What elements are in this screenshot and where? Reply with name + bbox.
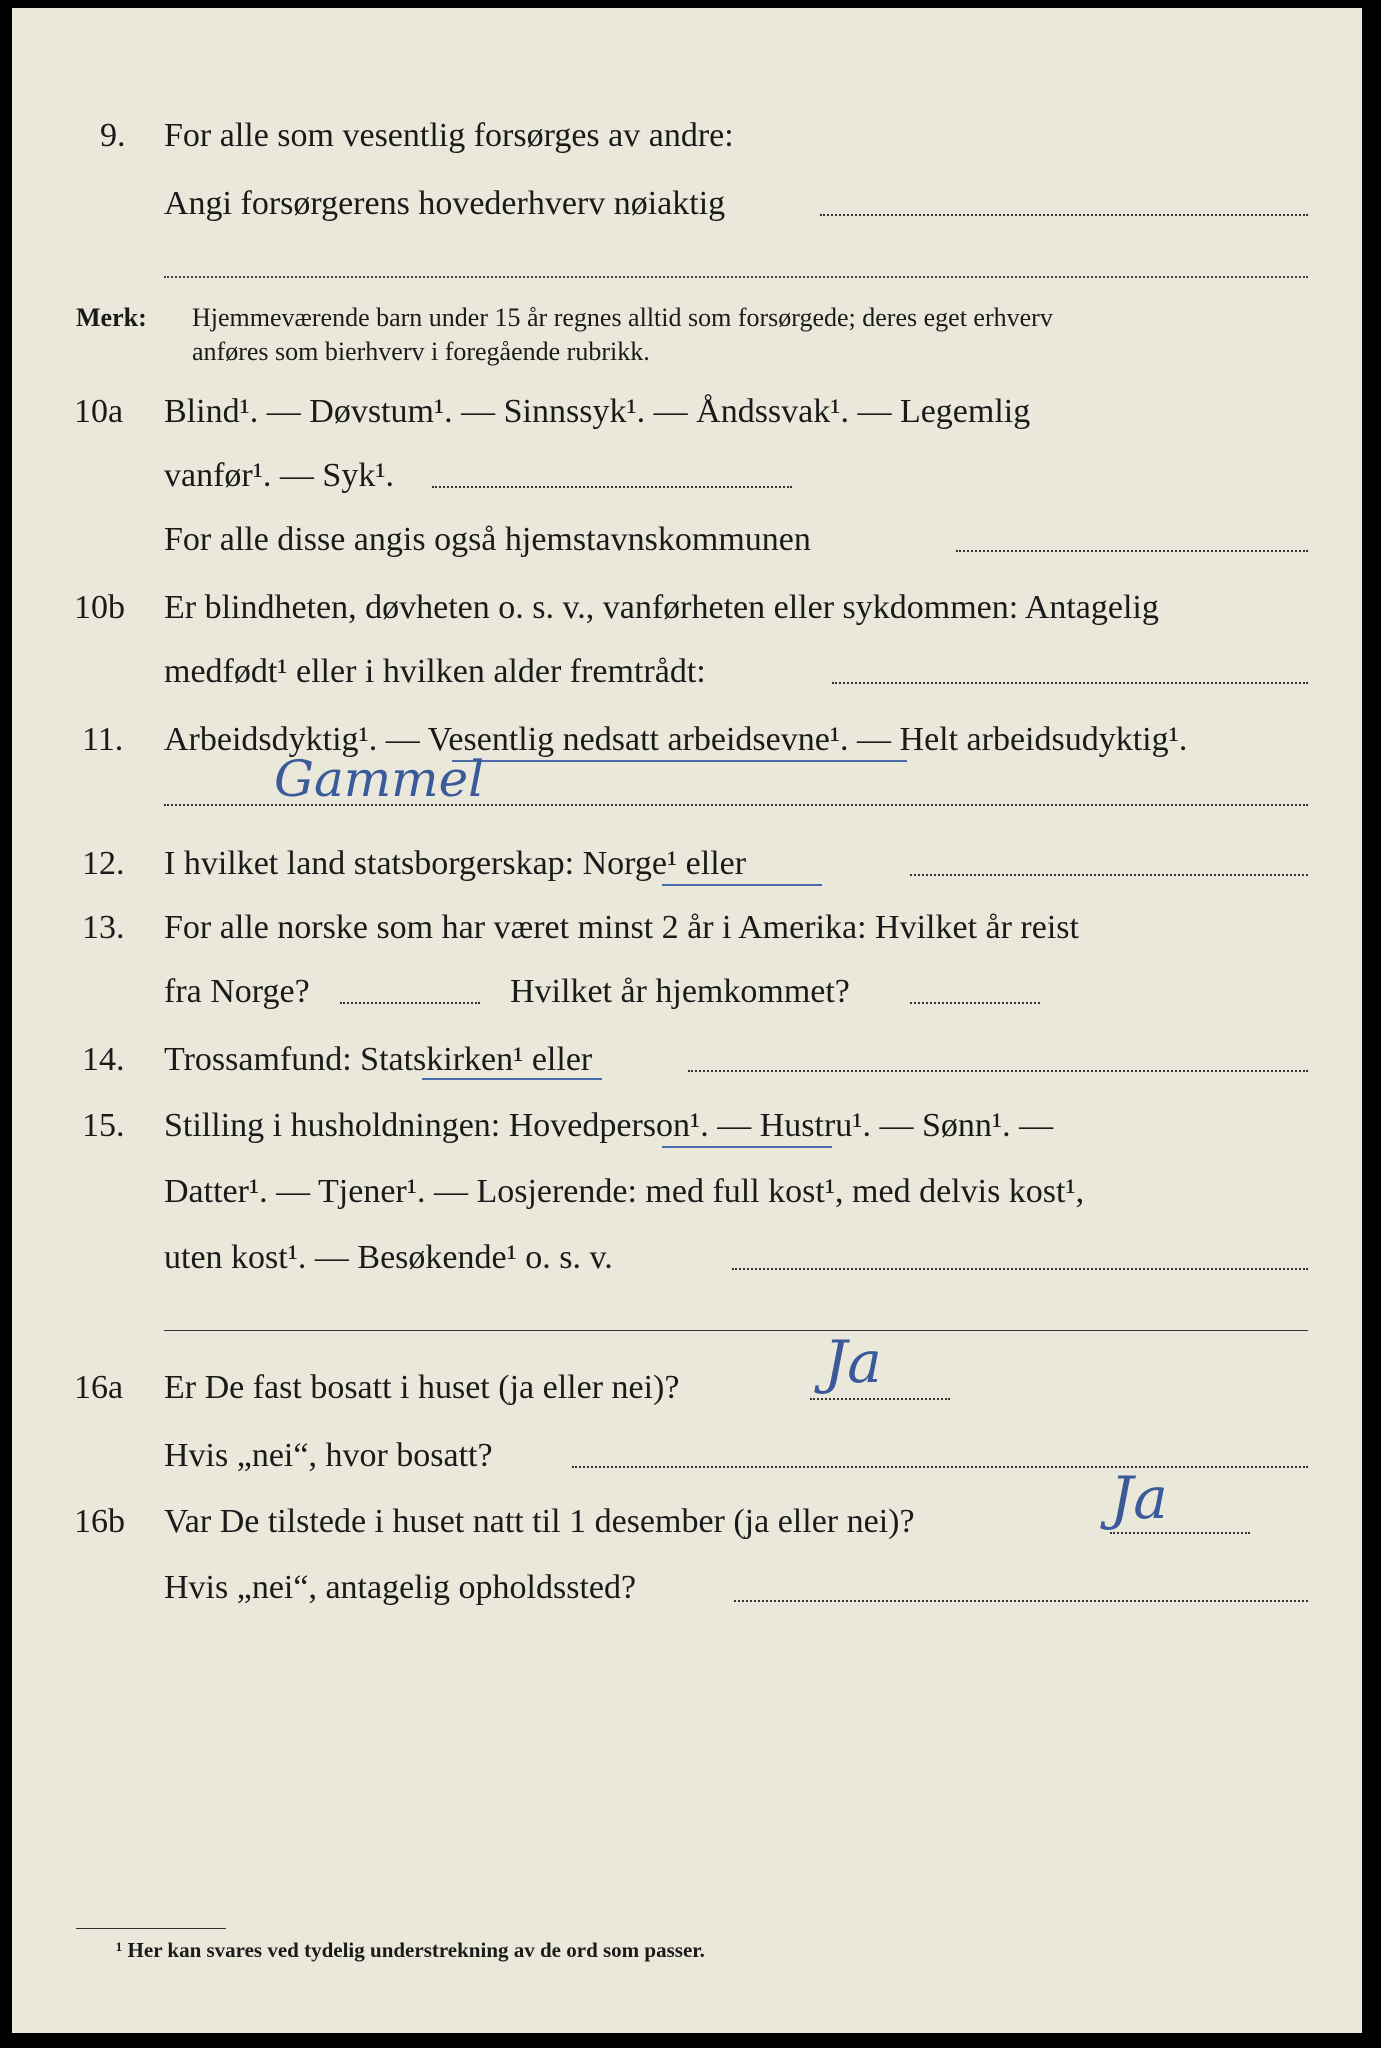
q10b-answer-line [832,682,1308,684]
q10a-answer-line [432,486,792,488]
q16b-opholdssted-line [734,1600,1308,1602]
q13-line2b: Hvilket år hjemkommet? [510,973,850,1010]
q16a-handwritten-answer: Ja [824,1328,882,1396]
q15-number: 15. [82,1107,125,1144]
q16b-answer-line [1110,1532,1250,1534]
q16b-number: 16b [74,1503,125,1540]
q10a-line1: Blind¹. — Døvstum¹. — Sinnssyk¹. — Åndssvak¹. — Legemlig [164,393,1031,430]
footnote: ¹ Her kan svares ved tydelig understrekning av de ord som passer. [116,1938,705,1962]
q13-hjemkommet-line [910,1002,1040,1004]
q13-number: 13. [82,909,125,946]
q10b-line2: medfødt¹ eller i hvilken alder fremtrådt: [164,653,706,690]
q16a-number: 16a [74,1369,124,1406]
form-page [12,8,1362,2033]
q16a-line1: Er De fast bosatt i huset (ja eller nei)? [164,1369,680,1406]
q14-answer-line [688,1070,1308,1072]
q12-line1: I hvilket land statsborgerskap: Norge¹ eller [164,845,747,882]
q9-answer-line [820,214,1308,216]
q12-underline-marking [662,884,822,886]
merk-line1: Hjemmeværende barn under 15 år regnes alltid som forsørgede; deres eget erhverv [192,303,1053,332]
q13-reist-line [340,1002,480,1004]
q15-line1: Stilling i husholdningen: Hovedperson¹. — Hustru¹. — Sønn¹. — [164,1107,1054,1144]
q13-line1: For alle norske som har været minst 2 år i Amerika: Hvilket år reist [164,909,1079,946]
q12-number: 12. [82,845,125,882]
q10a-line2: vanfør¹. — Syk¹. [164,457,395,494]
q10a-number: 10a [74,393,124,430]
q16a-answer-line [810,1398,950,1400]
q9-line1: For alle som vesentlig forsørges av andre: [164,117,734,154]
q10b-line1: Er blindheten, døvheten o. s. v., vanførheten eller sykdommen: Antagelig [164,589,1159,626]
q9-line2: Angi forsørgerens hovederhverv nøiaktig [164,185,726,222]
q15-answer-line [732,1268,1308,1270]
q9-number: 9. [100,117,126,154]
merk-label: Merk: [76,303,147,332]
q10a-kommune-line [956,550,1308,552]
q14-line1: Trossamfund: Statskirken¹ eller [164,1041,593,1078]
q15-line2: Datter¹. — Tjener¹. — Losjerende: med full kost¹, med delvis kost¹, [164,1173,1085,1210]
q15-underline-marking [662,1146,832,1148]
q11-handwritten-answer: Gammel [274,750,485,808]
merk-line2: anføres som bierhverv i foregående rubrikk. [192,337,650,366]
q16b-line2: Hvis „nei“, antagelig opholdssted? [164,1569,637,1606]
q16b-line1: Var De tilstede i huset natt til 1 desember (ja eller nei)? [164,1503,915,1540]
q16a-line2: Hvis „nei“, hvor bosatt? [164,1437,493,1474]
q9-extra-line [164,276,1308,278]
q13-line2a: fra Norge? [164,973,310,1010]
q16b-handwritten-answer: Ja [1110,1464,1168,1532]
footnote-rule [76,1928,226,1929]
q15-extra-line [164,1330,1308,1331]
q10b-number: 10b [74,589,125,626]
q12-answer-line [910,874,1308,876]
q10a-line3: For alle disse angis også hjemstavnskommunen [164,521,811,558]
q16a-bosatt-line [572,1466,1308,1468]
q11-number: 11. [82,721,124,758]
q15-line3: uten kost¹. — Besøkende¹ o. s. v. [164,1239,613,1276]
q14-number: 14. [82,1041,125,1078]
q11-underline-marking [452,760,907,762]
q11-line1: Arbeidsdyktig¹. — Vesentlig nedsatt arbeidsevne¹. — Helt arbeidsudyktig¹. [164,721,1188,758]
q14-underline-marking [422,1078,602,1080]
